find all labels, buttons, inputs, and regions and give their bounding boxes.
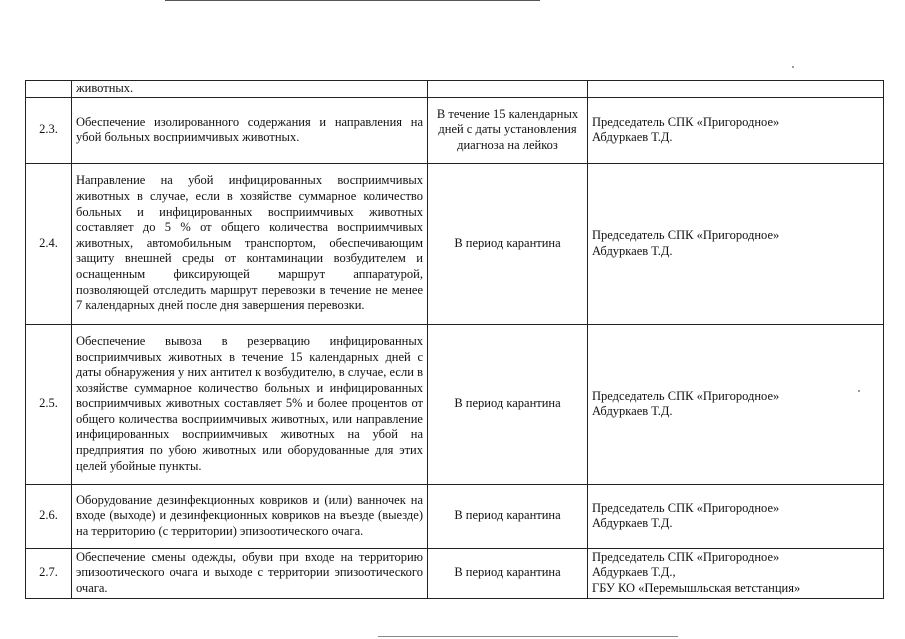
measure-responsible: Председатель СПК «Пригородное» Абдуркаев Т.Д. xyxy=(588,324,884,484)
table-row xyxy=(26,97,884,163)
row-number: 2.5. xyxy=(26,324,72,484)
table-row xyxy=(26,163,884,324)
row-number: 2.4. xyxy=(26,163,72,324)
measure-text: Оборудование дезинфекционных ковриков и (или) ванночек на входе (выходе) и дезинфекционных ковриков на въезде (выезде) на территорию (с территории) эпизоотического очага. xyxy=(72,484,428,548)
measure-responsible xyxy=(588,81,884,98)
measure-responsible: Председатель СПК «Пригородное» Абдуркаев Т.Д. xyxy=(588,97,884,163)
row-number xyxy=(26,81,72,98)
measure-term: В течение 15 календарных дней с даты установления диагноза на лейкоз xyxy=(428,97,588,163)
measure-text: Обеспечение смены одежды, обуви при входе на территорию эпизоотического очага и выходе с территории эпизоотического очага. xyxy=(72,548,428,598)
scan-artifact-top-line xyxy=(165,0,540,1)
measure-text: Обеспечение вывоза в резервацию инфицированных восприимчивых животных в течение 15 календарных дней с даты обнаружения у них антител к возбудителю, в случае, если в хозяйстве суммарное количество больных и инфицированных восприимчивых животных составляет 5% и более процентов от общего количества восприимчивых животных, или направление инфицированных восприимчивых животных на убой на предприятия по убою животных или оборудованные для этих целей убойные пункты. xyxy=(72,324,428,484)
scan-speck xyxy=(792,66,794,68)
measure-term: В период карантина xyxy=(428,548,588,598)
table-row xyxy=(26,548,884,598)
measure-text: животных. xyxy=(72,81,428,98)
measure-term: В период карантина xyxy=(428,324,588,484)
measure-term: В период карантина xyxy=(428,484,588,548)
scan-artifact-bottom-line xyxy=(378,636,678,637)
measure-text: Направление на убой инфицированных восприимчивых животных в случае, если в хозяйстве суммарное количество больных и инфицированных восприимчивых животных составляет до 5 % от общего количества восприимчивых животных, автомобильным транспортом, обеспечивающим защиту внешней среды от контаминации возбудителем и оснащенным фиксирующей маршрут аппаратурой, позволяющей отследить маршрут перевозки в течение не менее 7 календарных дней после дня завершения перевозки. xyxy=(72,163,428,324)
table-row xyxy=(26,81,884,98)
row-number: 2.7. xyxy=(26,548,72,598)
measure-term xyxy=(428,81,588,98)
measure-term: В период карантина xyxy=(428,163,588,324)
table-row xyxy=(26,324,884,484)
measure-responsible: Председатель СПК «Пригородное» Абдуркаев Т.Д. xyxy=(588,484,884,548)
row-number: 2.3. xyxy=(26,97,72,163)
measure-text: Обеспечение изолированного содержания и направления на убой больных восприимчивых животных. xyxy=(72,97,428,163)
measures-table xyxy=(25,80,884,599)
row-number: 2.6. xyxy=(26,484,72,548)
measure-responsible: Председатель СПК «Пригородное» Абдуркаев Т.Д., ГБУ КО «Перемышльская ветстанция» xyxy=(588,548,884,598)
measure-responsible: Председатель СПК «Пригородное» Абдуркаев Т.Д. xyxy=(588,163,884,324)
table-row xyxy=(26,484,884,548)
